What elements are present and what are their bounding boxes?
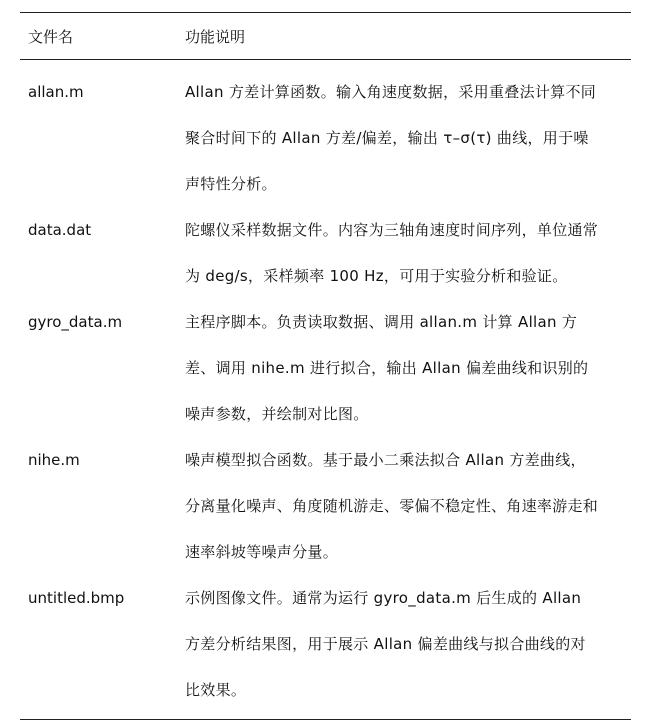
table-header-row bbox=[20, 13, 631, 59]
table-row bbox=[20, 69, 631, 207]
description-line: 方差分析结果图，用于展示 Allan 偏差曲线与拟合曲线的对 bbox=[185, 635, 586, 653]
description-cell bbox=[185, 437, 631, 575]
description-line: 示例图像文件。通常为运行 gyro_data.m 后生成的 Allan bbox=[185, 589, 582, 607]
description-line: 噪声参数，并绘制对比图。 bbox=[185, 405, 369, 423]
description-line: 分离量化噪声、角度随机游走、零偏不稳定性、角速率游走和 bbox=[185, 497, 599, 515]
file-name-cell: allan.m bbox=[28, 83, 84, 101]
header-file-name: 文件名 bbox=[28, 27, 74, 46]
table-row bbox=[20, 207, 631, 299]
description-cell bbox=[185, 299, 631, 437]
file-name-cell: data.dat bbox=[28, 221, 92, 239]
description-line: 声特性分析。 bbox=[185, 175, 277, 193]
file-description-table bbox=[20, 12, 631, 720]
header-description: 功能说明 bbox=[185, 27, 246, 46]
description-line: 比效果。 bbox=[185, 681, 247, 699]
table-body bbox=[20, 60, 631, 719]
description-line: Allan 方差计算函数。输入角速度数据，采用重叠法计算不同 bbox=[185, 83, 597, 101]
description-line: 陀螺仪采样数据文件。内容为三轴角速度时间序列，单位通常 bbox=[185, 221, 599, 239]
description-line: 主程序脚本。负责读取数据、调用 allan.m 计算 Allan 方 bbox=[185, 313, 578, 331]
table-row bbox=[20, 575, 631, 713]
description-line: 差、调用 nihe.m 进行拟合，输出 Allan 偏差曲线和识别的 bbox=[185, 359, 589, 377]
description-line: 聚合时间下的 Allan 方差/偏差，输出 τ–σ(τ) 曲线，用于噪 bbox=[185, 129, 589, 147]
description-cell bbox=[185, 207, 631, 299]
description-cell bbox=[185, 575, 631, 713]
file-name-cell: gyro_data.m bbox=[28, 313, 123, 331]
file-name-cell: untitled.bmp bbox=[28, 589, 125, 607]
table-row bbox=[20, 437, 631, 575]
description-cell bbox=[185, 69, 631, 207]
table-row bbox=[20, 299, 631, 437]
description-line: 速率斜坡等噪声分量。 bbox=[185, 543, 339, 561]
file-name-cell: nihe.m bbox=[28, 451, 80, 469]
description-line: 为 deg/s，采样频率 100 Hz，可用于实验分析和验证。 bbox=[185, 267, 568, 285]
description-line: 噪声模型拟合函数。基于最小二乘法拟合 Allan 方差曲线， bbox=[185, 451, 586, 469]
